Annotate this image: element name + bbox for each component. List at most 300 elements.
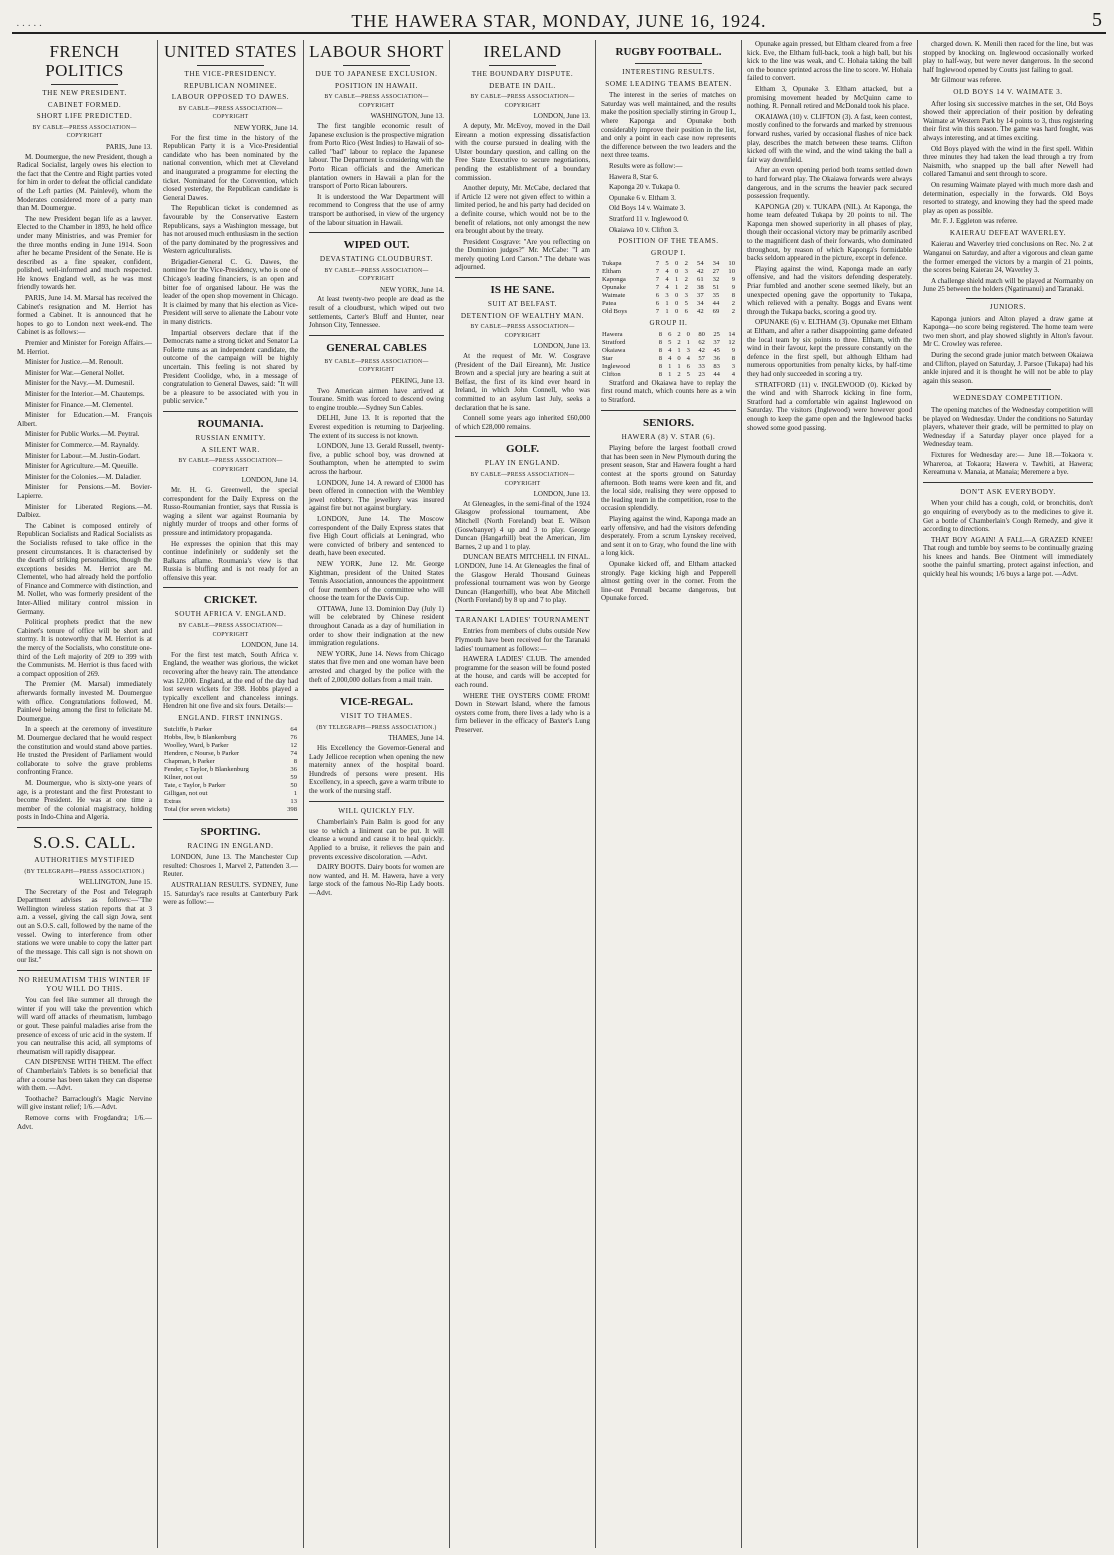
paragraph: DELHI, June 13. It is reported that the Everest expedition is returning to Darjeeling. The extent of its success is not known. xyxy=(309,414,444,440)
paragraph: Premier and Minister for Foreign Affairs.—M. Herriot. xyxy=(17,339,152,356)
headline-seniors: SENIORS. xyxy=(642,416,695,429)
paragraph: Brigadier-General C. G. Dawes, the nominee for the Vice-Presidency, who is one of Chicago's leading financiers, is an open and bitter foe of organised labour. He was the leader of the open shop movement in Chicago. It is claimed by many that his election as Vice-President will serve to alienate the Labour vote in many districts. xyxy=(163,257,298,327)
table-cell: Fender, c Taylor, b Blankenburg xyxy=(164,765,249,773)
paragraph: OKAIAWA (10) v. CLIFTON (3). A fast, keen contest, mostly confined to the forwards and marked by strenuous forward rushes, varied by occasional flashes of nice back play, describes the match between these teams. Clifton kicked off with the wind, and the wind taking the ball a fair way downfield. xyxy=(747,112,912,164)
cable-credit: BY CABLE—PRESS ASSOCIATION—COPYRIGHT xyxy=(324,94,429,109)
dateline: PARIS, June 13. xyxy=(105,142,152,151)
table-cell: 57 xyxy=(698,354,705,362)
table-cell: Clifton xyxy=(602,370,621,378)
paragraph: Okaiawa 10 v. Clifton 3. xyxy=(609,225,679,234)
paragraph: Opunake 6 v. Eltham 3. xyxy=(609,193,676,202)
paragraph: It is understood the War Department will recommend to Congress that the use of army transport be authorised, in view of the urgency of the labour situation in Hawaii. xyxy=(309,192,444,227)
divider xyxy=(17,827,152,828)
advert-heading: DON'T ASK EVERYBODY. xyxy=(960,487,1056,496)
paragraph: Minister for Finance.—M. Clementel. xyxy=(25,400,133,409)
table-cell: 3 xyxy=(731,362,735,370)
paragraph: The opening matches of the Wednesday competition will be played on Wednesday. Under the conditions no Saturday players, whatever their grade, will be permitted to play on Wednesday if a Saturday player once played for a Wednesday team. xyxy=(923,405,1093,449)
divider xyxy=(163,587,298,588)
table-cell: 4 xyxy=(731,370,735,378)
table-cell: 61 xyxy=(697,276,704,284)
match-heading: OLD BOYS 14 V. WAIMATE 3. xyxy=(953,87,1063,96)
divider xyxy=(635,63,703,64)
paragraph: Minister for Liberated Regions.—M. Dalbiez. xyxy=(17,502,152,520)
table-cell: 9 xyxy=(731,276,735,284)
subheading: DEBATE IN DAIL. xyxy=(489,81,556,90)
subheads xyxy=(163,434,298,454)
paragraph: At the request of Mr. W. Cosgrave (President of the Dail Eireann), Mr. Justice Brown and a special jury are hearing a suit at Belfast, the first of its kind ever heard in Ireland, in which John Connell, who was committed to an asylum last July, seeks a declaration that he is sane. xyxy=(455,352,590,412)
cable-credit: BY CABLE—PRESS ASSOCIATION—COPYRIGHT xyxy=(178,458,283,473)
divider xyxy=(455,610,590,611)
table-cell: 5 xyxy=(684,300,688,308)
headline-french-politics: FRENCH POLITICS xyxy=(45,42,124,80)
table-row xyxy=(601,268,736,276)
table-cell: 2 xyxy=(731,300,735,308)
table-cell: 44 xyxy=(713,370,720,378)
paragraph: Hawera 8, Star 6. xyxy=(609,172,659,181)
headline-wiped-out: WIPED OUT. xyxy=(343,239,410,252)
table-cell: 0 xyxy=(675,308,679,316)
table-cell: Old Boys xyxy=(602,308,628,316)
advert-heading: NO RHEUMATISM THIS WINTER IF YOU WILL DO THIS. xyxy=(18,976,151,993)
subheading: SOME LEADING TEAMS BEATEN. xyxy=(605,79,732,88)
paragraph: After losing six successive matches in the set, Old Boys showed their appreciation of their position by defeating Waimate at Western Park by 14 points to 3, thus registering their first win this season. The game was hard fought, was always interesting, and at times exciting. xyxy=(923,99,1093,142)
advert-body xyxy=(309,818,444,897)
table-row xyxy=(601,355,736,363)
article-body xyxy=(455,500,590,605)
paragraph: The Republican ticket is condemned as favourable by the Conservative Eastern Republicans, says a Washington message, but has not aroused much enthusiasm in the section of the party dominated by the progressives and Western agriculturalists. xyxy=(163,204,298,256)
table-cell: Opunake xyxy=(602,284,626,292)
table-cell: 42 xyxy=(698,346,705,354)
table-cell: 34 xyxy=(697,300,704,308)
table-cell: 6 xyxy=(655,292,660,300)
paragraph: During the second grade junior match between Okaiawa and Clifton, played on Saturday, J. Parsoe (Tukapa) had his ankle injured and it is thought he will not be able to play again this season. xyxy=(923,351,1093,385)
table-cell: Tukapa xyxy=(602,260,622,268)
column-7 xyxy=(918,40,1098,1548)
table-cell: 5 xyxy=(686,370,690,378)
table-cell: 23 xyxy=(698,370,705,378)
subheading: DEVASTATING CLOUDBURST. xyxy=(319,255,434,264)
table-cell: 6 xyxy=(684,308,688,316)
paragraph: Minister for the Interior.—M. Chautemps. xyxy=(25,390,145,398)
table-row xyxy=(163,774,298,782)
subheading: RACING IN ENGLAND. xyxy=(187,841,274,850)
standings-group-2 xyxy=(601,331,736,379)
table-row xyxy=(163,766,298,774)
headline-labour-short: LABOUR SHORT xyxy=(309,42,444,61)
subheads xyxy=(455,300,590,320)
dateline: LONDON, June 13. xyxy=(533,112,590,121)
subheading: THE BOUNDARY DISPUTE. xyxy=(471,70,574,78)
advert-heading: WILL QUICKLY FLY. xyxy=(338,806,415,815)
article-body xyxy=(309,122,444,227)
article-body xyxy=(309,744,444,796)
headline-is-he-sane: IS HE SANE. xyxy=(490,284,555,297)
paragraph: DAIRY BOOTS. Dairy boots for women are now wanted, and H. M. Hawera, have a very large stock of the famous No-Rip Lady boots.—Advt. xyxy=(309,863,444,897)
table-row xyxy=(163,782,298,790)
table-cell: 0 xyxy=(675,268,679,276)
table-row xyxy=(601,363,736,371)
paragraph: Minister for Pensions.—M. Bovier-Lapierre. xyxy=(17,483,152,500)
dateline: NEW YORK, June 14. xyxy=(234,123,298,132)
article-body xyxy=(309,295,444,329)
subheading: PLAY IN ENGLAND. xyxy=(484,459,561,468)
table-cell: 5 xyxy=(668,338,672,346)
table-cell: 51 xyxy=(712,284,720,292)
table-row xyxy=(601,292,736,300)
divider xyxy=(455,277,590,278)
paragraph: M. Doumergue, the new President, though a Radical Socialist, largely owes his election to the fact that the Centre and Right parties voted for him in order to defeat the official candidate of the Left parties (M. Painlevé), whom the Moderates considered more of a party man than M. Doumergue. xyxy=(17,152,152,213)
table-cell: 83 xyxy=(713,362,720,370)
table-cell: 69 xyxy=(712,308,720,316)
cable-credit: BY CABLE—PRESS ASSOCIATION—COPYRIGHT xyxy=(32,124,137,140)
table-cell: Inglewood xyxy=(602,362,631,370)
table-cell: Chapman, b Parker xyxy=(164,757,215,765)
paragraph: Minister for Education.—M. François Albert. xyxy=(17,411,152,428)
article-body xyxy=(17,153,152,822)
headline-sos-call: S.O.S. CALL. xyxy=(33,832,136,852)
dateline: LONDON, June 14. xyxy=(241,641,298,650)
paragraph: Connell some years ago inherited £60,000 of which £28,000 remains. xyxy=(455,414,590,431)
cable-credit: (BY TELEGRAPH—PRESS ASSOCIATION.) xyxy=(24,868,145,875)
subheading: DETENTION OF WEALTHY MAN. xyxy=(460,311,585,320)
table-cell: 2 xyxy=(684,260,688,268)
paragraph: When your child has a cough, cold, or bronchitis, don't go enquiring of everybody as to the medicines to give it. Get a bottle of Chamberlain's Cough Remedy, and give it according to directions. xyxy=(923,499,1093,534)
table-cell: 4 xyxy=(665,268,669,276)
table-row xyxy=(601,308,736,316)
paragraph: Chamberlain's Pain Balm is good for any use to which a liniment can be put. It will cleanse a wound and cause it to heal quickly. Applied to a bruise, it relieves the pain and prevents excessive discoloration. —Advt. xyxy=(309,818,444,861)
article-body xyxy=(455,627,590,734)
table-cell: 3 xyxy=(684,292,688,300)
table-cell: 14 xyxy=(728,330,735,338)
article-body xyxy=(601,91,736,234)
article-body xyxy=(923,40,1093,85)
paragraph: LONDON, June 13. Gerald Russell, twenty-five, a public school boy, was drowned at Southampton, when he attempted to swim across the harbour. xyxy=(309,442,444,476)
table-cell: 10 xyxy=(728,268,735,276)
table-cell: 12 xyxy=(728,338,735,346)
paragraph: THAT BOY AGAIN! A FALL—A GRAZED KNEE! That rough and tumble boy seems to be continually grazing his knees and hands. Bee Ointment will immediately soothe the painful smarting, protect against infection, and quickly heal his wounds; 1/6 buys a large pot. —Advt. xyxy=(923,535,1093,579)
subheading: CABINET FORMED. xyxy=(47,100,122,109)
paragraph: Toothache? Barraclough's Magic Nervine will give instant relief; 1/6.—Advt. xyxy=(17,1094,152,1112)
table-cell: 42 xyxy=(697,268,704,276)
table-cell: 2 xyxy=(677,338,681,346)
dateline: PEKING, June 13. xyxy=(391,377,444,386)
table-cell: 0 xyxy=(686,330,690,338)
column-2 xyxy=(158,40,304,1548)
article-body xyxy=(163,853,298,907)
table-cell: Kaponga xyxy=(602,276,626,284)
table-cell: 6 xyxy=(686,362,690,370)
paragraph: AUSTRALIAN RESULTS. SYDNEY, June 15. Saturday's race results at Canterbury Park were as follow:— xyxy=(163,880,298,907)
paragraph: Playing before the largest football crowd that has been seen in New Plymouth during the present season, Star and Hawera fought a hard contest at the sports ground on Saturday afternoon. Both teams were keen and fit, and the local side, realising they were opposed to the leading team in the competition, rose to the occasion splendidly. xyxy=(601,444,736,513)
paragraph: PARIS, June 14. M. Marsal has received the Cabinet's resignation and M. Herriot has formed a Cabinet. It is announced that he hopes to go to London next week-end. The Cabinet is as follows:— xyxy=(17,294,152,337)
newspaper-title: THE HAWERA STAR, MONDAY, JUNE 16, 1924. xyxy=(351,11,767,31)
paragraph: The Cabinet is composed entirely of Republican Socialists and Radical Socialists as the Socialists refused to take office in the present circumstances. It is characterised by the dearth of striking personalities, though the exceptions besides M. Herriot are M. Clementel, who had already held the portfolio of Finance and Commerce with distinction, and M. Nollet, who was formerly president of the Inter-Allied military control mission in Germany. xyxy=(17,521,152,616)
table-cell: 5 xyxy=(665,260,669,268)
table-cell: Total (for seven wickets) xyxy=(164,805,230,813)
table-cell: 27 xyxy=(712,268,720,276)
cable-credit: BY CABLE—PRESS ASSOCIATION—COPYRIGHT xyxy=(470,94,575,109)
table-row xyxy=(601,300,736,308)
paragraph: STRATFORD (11) v. INGLEWOOD (0). Kicked by the wind and with Sharrock kicking in fine form, Stratford had a comfortable win against Inglewood on Saturday. The visitors (Inglewood) were however good enough to keep the game open and the Inglewood backs showed some good passing. xyxy=(747,380,912,432)
section-heading-wednesday: WEDNESDAY COMPETITION. xyxy=(952,394,1064,403)
paragraph: Mr. H. G. Greenwell, the special correspondent for the Daily Express on the Russo-Roumanian frontier, says that Russia is waging a silent war against Roumania by nightly murder of troops and other forms of pressure and intimidatory propaganda. xyxy=(163,485,298,537)
table-cell: 64 xyxy=(290,725,297,733)
table-cell: Waimate xyxy=(602,292,626,300)
table-row xyxy=(163,750,298,758)
table-cell: 2 xyxy=(677,330,681,338)
paragraph: LONDON, June 13. The Manchester Cup resulted: Chosroes 1, Marvel 2, Pattenden 3.—Reuter. xyxy=(163,853,298,879)
table-cell: 1 xyxy=(677,346,681,354)
table-cell: Okaiawa xyxy=(602,346,626,354)
table-cell: 1 xyxy=(668,370,672,378)
paragraph: The Premier (M. Marsal) immediately afterwards formally invested M. Doumergue with office. Congratulations followed, M. Painlevé being among the first to felicitate M. Doumergue. xyxy=(17,680,152,723)
cricket-scorecard xyxy=(163,726,298,814)
paragraph: Opunake again pressed, but Eltham cleared from a free kick. Eve, the Eltham full-back, took a high ball, but his kick to the line was weak, and C. Hohaia taking the ball on the bounce sprinted across the line to score. W. Hohaia failed to convert. xyxy=(747,40,912,83)
paragraph: Minister for Labour.—M. Justin-Godart. xyxy=(25,451,141,460)
table-cell: 8 xyxy=(658,354,663,362)
table-cell: Star xyxy=(602,354,613,362)
paragraph: Political prophets predict that the new Cabinet's tenure of office will be short and stormy. It is noteworthy that M. Herriot is at the mercy of the Socialists, who constitute one-third of the Left majority of 209 to 399 with the Communists. M. Herriot is thus faced with a compact opposition of 269. xyxy=(17,618,152,678)
article-body xyxy=(309,387,444,685)
paragraph: Old Boys 14 v. Waimate 3. xyxy=(609,204,686,213)
table-cell: 1 xyxy=(293,789,297,797)
subheading: RUSSIAN ENMITY. xyxy=(195,433,266,442)
table-cell: 6 xyxy=(655,300,660,308)
table-cell: 54 xyxy=(697,260,704,268)
paragraph: Playing against the wind, Kaponga made an early offensive, and had the visitors defending desperately. From a scrum Lynskey received, and sent it on to Gray, who found the line with a long kick. xyxy=(601,515,736,558)
table-cell: 9 xyxy=(731,346,735,354)
table-row xyxy=(601,339,736,347)
table-cell: 59 xyxy=(290,773,297,781)
article-body xyxy=(923,240,1093,294)
paragraph: Minister for Agriculture.—M. Queuille. xyxy=(25,462,139,471)
table-cell: Extras xyxy=(164,797,181,805)
table-cell: 0 xyxy=(675,260,679,268)
standings-group-1 xyxy=(601,260,736,316)
table-cell: 34 xyxy=(712,260,720,268)
article-body xyxy=(923,315,1093,386)
subheads xyxy=(309,70,444,90)
subheading: VISIT TO THAMES. xyxy=(340,712,413,721)
paragraph: President Cosgrave: "Are you reflecting on the Dominion judges?" Mr. McCabe: "I am merely quoting Lord Carson." The debate was adjourned. xyxy=(455,237,590,272)
table-cell: 2 xyxy=(731,308,735,316)
table-cell: 1 xyxy=(677,362,681,370)
subheading: SUIT AT BELFAST. xyxy=(487,300,558,309)
table-cell: Hendren, c Nourse, b Parker xyxy=(164,749,240,757)
paragraph: Another deputy, Mr. McCabe, declared that if Article 12 were not given effect to within a limited period, he and his party had decided on a definite course, which would not be to the benefit of relations, not only amongst the new era brought about by the treaty. xyxy=(455,184,590,236)
paragraph: Opunake kicked off, and Eltham attacked strongly. Page kicking high and Pepperell almost getting over in the corner. From the line-out Pennall became dangerous, but Opunake forced. xyxy=(601,559,736,603)
table-cell: 8 xyxy=(731,354,735,362)
paragraph: He expresses the opinion that this may continue indefinitely or suddenly set the Balkans aflame. Roumania's view is that Russia is bluffing and is not ready for an offensive this year. xyxy=(163,539,298,582)
table-cell: 3 xyxy=(665,292,669,300)
divider xyxy=(455,436,590,437)
paragraph: The Secretary of the Post and Telegraph Department advises as follows:—"The Wellington wireless station reports that at 3 a.m. a vessel, giving the call sign Jowa, sent out an S.O.S. call, followed by the name of the vessel. Owing to interference from other stations we were unable to copy the latter part of the message. This call sign is not shown on our list." xyxy=(17,887,152,965)
table-cell: 36 xyxy=(290,765,297,773)
cable-credit: BY CABLE—PRESS ASSOCIATION—COPYRIGHT xyxy=(178,623,283,638)
table-cell: 44 xyxy=(712,300,720,308)
paragraph: LONDON, June 14. The Moscow correspondent of the Daily Express states that five High Court officials at Leningrad, who were convicted of bribery and sentenced to death, have been executed. xyxy=(309,514,444,558)
table-cell: 4 xyxy=(668,354,672,362)
table-cell: 74 xyxy=(290,749,297,757)
standings-note: Stratford and Okaiawa have to replay the first round match, which counts here as a win to Stratford. xyxy=(601,378,736,405)
paragraph: At least twenty-two people are dead as the result of a cloudburst, which wiped out two settlements, Carter's Bluff and Hunter, near Johnson City, Tennessee. xyxy=(309,295,444,330)
dateline: LONDON, June 13. xyxy=(533,342,590,351)
match-heading: KAIERAU DEFEAT WAVERLEY. xyxy=(949,228,1067,237)
divider xyxy=(163,819,298,820)
paragraph: OPUNAKE (6) v. ELTHAM (3). Opunake met Eltham at Eltham, and after a rather disappointing game defeated the local team by six points to three. Eltham, with the wind in their favour, kept the pressure constantly on the defence in the first spell, but although Eltham had numerous opportunities from penalty kicks, by half-time they had only succeeded in scoring a try. xyxy=(747,318,912,378)
table-cell: 1 xyxy=(675,276,679,284)
paragraph: Minister for Justice.—M. Renoult. xyxy=(25,358,124,367)
group-label: GROUP II. xyxy=(649,319,688,328)
table-row xyxy=(601,347,736,355)
column-4 xyxy=(450,40,596,1548)
subheads xyxy=(455,70,590,90)
paragraph: Kaponga juniors and Alton played a draw game at Kaponga—no score being registered. The home team were two men short, and play showed slightly in Alton's favour. Mr C. Crowley was referee. xyxy=(923,314,1093,349)
table-cell: 1 xyxy=(686,338,690,346)
table-cell: 8 xyxy=(731,292,735,300)
article-body xyxy=(455,352,590,431)
paragraph: Eltham 3, Opunake 3. Eltham attacked, but a promising movement headed by McQuinn came to nothing. R. Pennall retired and McDonald took his place. xyxy=(747,84,912,111)
table-cell: Tate, c Taylor, b Parker xyxy=(164,781,226,789)
table-cell: 8 xyxy=(658,362,663,370)
paragraph: Kaierau and Waverley tried conclusions on Rec. No. 2 at Wanganui on Saturday, and after a vigorous and clean game the former emerged the victors by a margin of 21 points, the scores being Kaierau 24, Waverley 3. xyxy=(923,240,1093,275)
paragraph: Kaponga 20 v. Tukapa 0. xyxy=(609,183,680,192)
table-row xyxy=(163,726,298,734)
divider xyxy=(309,801,444,802)
table-cell: 1 xyxy=(665,300,669,308)
table-row xyxy=(601,260,736,268)
table-cell: 62 xyxy=(698,338,705,346)
headline-cricket: CRICKET. xyxy=(203,594,258,607)
table-cell: 35 xyxy=(712,292,720,300)
paragraph: For the first test match, South Africa v. England, the weather was glorious, the wicket recovering after the heavy rain. The attendance was 12,000. England, at the end of the day had lost seven wickets for 398. Hobbs played a typically excellent and chanceless innings. Hendren hit one five and six fours. Details:— xyxy=(163,650,298,711)
table-cell: 8 xyxy=(658,330,663,338)
table-cell: 2 xyxy=(684,276,688,284)
subheading: HAWERA (8) V. STAR (6). xyxy=(621,432,716,441)
table-cell: Gilligan, not out xyxy=(164,789,208,797)
subheading: A SILENT WAR. xyxy=(201,445,260,454)
table-cell: 8 xyxy=(658,370,663,378)
paragraph: Minister for Public Works.—M. Peytral. xyxy=(25,430,140,439)
divider xyxy=(489,65,557,66)
table-row xyxy=(601,371,736,379)
paragraph: Playing against the wind, Kaponga made an early offensive, and had the visitors defending desperately. Priar fumbled and another scene seemed likely, but an unexpected opening gave the opportunity to Tukapa, which relieved with a penalty. Boggs and Evans went through the Tukapa backs, scoring a good try. xyxy=(747,264,912,316)
table-cell: 0 xyxy=(677,354,681,362)
paragraph: On resuming Waimate played with much more dash and determination, especially in the forwards. Old Boys resorted to strategy, and knowing they had the speed made play as open as possible. xyxy=(923,180,1093,215)
paragraph: Impartial observers declare that if the Democrats name a strong ticket and Senator La Follette runs as an independent candidate, the outcome of the campaign will be highly uncertain. This feeling is not shared by President Coolidge, who, in a message of congratulation to General Dawes, said: "It will be a pleasure to be associated with you in public service." xyxy=(163,328,298,406)
paragraph: M. Doumergue, who is sixty-one years of age, is a protestant and the first Protestant to become President. He was at one time a member of the colonial magistracy, holding posts in Indo-China and Algeria. xyxy=(17,778,152,822)
headline-ladies-tournament: TARANAKI LADIES' TOURNAMENT xyxy=(455,615,590,624)
table-cell: 398 xyxy=(287,805,297,813)
table-row xyxy=(163,790,298,798)
paragraph: Entries from members of clubs outside New Plymouth have been received for the Taranaki ladies' tournament as follows:— xyxy=(455,627,590,653)
paragraph: For the first time in the history of the Republican Party it is a Vice-Presidential candidate who has been nominated by the national convention, which met at Cleveland and inaugurated a programme for electing the ticket. Nominated for the Convention, which closed yesterday, the Republican candidate is General Dawes. xyxy=(163,133,298,202)
paragraph: CAN DISPENSE WITH THEM. The effect of Chamberlain's Tablets is so beneficial that after a course has been taken they can dispense with them. —Advt. xyxy=(17,1058,152,1093)
divider xyxy=(17,970,152,971)
paragraph: HAWERA LADIES' CLUB. The amended programme for the season will be found posted at the house, and cards will be accepted for each round. xyxy=(455,655,590,690)
cable-credit: BY CABLE—PRESS ASSOCIATION—COPYRIGHT xyxy=(470,471,575,487)
paragraph: At Gleneagles, in the semi-final of the 1924 Glasgow professional tournament, Abe Mitchell (North Foreland) beat E. Wilson (Goswbanyer) 4 up and 3 to play. George Duncan (Hangarhill) beat the American, Jim Barnes, 2 up and 1 to play. xyxy=(455,499,590,551)
column-1 xyxy=(12,40,158,1548)
dateline: NEW YORK, June 14. xyxy=(380,285,444,294)
divider xyxy=(51,84,119,85)
subheading: DUE TO JAPANESE EXCLUSION. xyxy=(315,70,438,78)
page-number: 5 xyxy=(1091,9,1102,31)
paragraph: You can feel like summer all through the winter if you will take the prevention which will ward off attacks of rheumatism, lumbago or gout. These painful maladies arise from the presence of excess of uric acid in the system. If you can neutralise this acid, all symptoms of rheumatism will rapidly disappear. xyxy=(17,996,152,1056)
table-cell: Hawera xyxy=(602,330,623,338)
subheads xyxy=(601,68,736,88)
paragraph: LONDON, June 14. A reward of £3000 has been offered in connection with the Wembley jewel robbery. The jewellery was insured against fire but not against burglary. xyxy=(309,478,444,513)
paragraph: charged down. K. Menili then raced for the line, but was stopped by knocking on. Inglewood occasionally worked play to half-way, but were never dangerous. In the second half Inglewood opened by Coutts just failing to goal. xyxy=(923,40,1093,74)
paragraph: His Excellency the Governor-General and Lady Jellicoe reception when opening the new maternity annex of the hospital board. Hundreds of persons were present. His Excellency, in a speech, gave a warm tribute to the work of the nursing staff. xyxy=(309,744,444,795)
paragraph: Minister for the Navy.—M. Dumesnil. xyxy=(25,379,135,388)
divider xyxy=(923,482,1093,483)
table-cell: 9 xyxy=(731,284,735,292)
paragraph: Mr. F. J. Eggleton was referee. xyxy=(931,217,1018,226)
table-cell: 13 xyxy=(290,797,297,805)
article-body xyxy=(923,100,1093,226)
table-cell: 2 xyxy=(684,284,688,292)
table-cell: Eltham xyxy=(602,268,622,276)
paragraph: OTTAWA, June 13. Dominion Day (July 1) will be celebrated by Chinese resident throughout Canada as a day of humiliation in order to show their indignation at the new immigration regulations. xyxy=(309,604,444,648)
table-cell: 38 xyxy=(697,284,704,292)
paragraph: Results were as follow:— xyxy=(609,161,683,170)
article-body xyxy=(163,651,298,711)
paragraph: DUNCAN BEATS MITCHELL IN FINAL. LONDON, June 14. At Gleneagles the final of the Glasgow Herald Thousand Guineas professional tournament was won by George Duncan (Hangerhill), who beat Abe Mitchell (North Foreland) by 8 up and 7 to play. xyxy=(455,553,590,605)
table-cell: 8 xyxy=(658,338,663,346)
table-cell: 50 xyxy=(290,781,297,789)
subheading: SOUTH AFRICA V. ENGLAND. xyxy=(174,610,287,619)
advert-body xyxy=(923,499,1093,578)
standings-heading: POSITION OF THE TEAMS. xyxy=(618,237,719,246)
table-cell: 33 xyxy=(698,362,705,370)
headline-united-states: UNITED STATES xyxy=(163,42,298,61)
subheading: LABOUR OPPOSED TO DAWES. xyxy=(171,93,290,102)
table-cell: 1 xyxy=(665,308,669,316)
table-cell: 76 xyxy=(290,733,297,741)
dateline: LONDON, June 13. xyxy=(533,490,590,499)
article-body xyxy=(747,40,912,432)
paragraph: A deputy, Mr. McEvoy, moved in the Dail Eireann a motion expressing dissatisfaction with the course pursued in dealing with the Ulster boundary question, and calling on the Free State Executive to secure negotiations, pending the establishment of a boundary commission. xyxy=(455,121,590,182)
dateline: WELLINGTON, June 15. xyxy=(79,878,152,887)
table-cell: 1 xyxy=(675,284,679,292)
paragraph: Mr Gilmour was referee. xyxy=(931,76,1002,85)
column-5 xyxy=(596,40,742,1548)
table-cell: 37 xyxy=(713,338,720,346)
column-3 xyxy=(304,40,450,1548)
paragraph: After an even opening period both teams settled down to hard forward play. The Okaiawa forwards were always dangerous, and in the scrums the heavier pack secured possession frequently. xyxy=(747,166,912,201)
section-heading-juniors: JUNIORS. xyxy=(989,303,1027,312)
table-cell: 4 xyxy=(665,276,669,284)
table-cell: 4 xyxy=(665,284,669,292)
table-cell: 7 xyxy=(655,268,660,276)
table-cell: 0 xyxy=(675,300,679,308)
masthead-ornament: ····· xyxy=(16,20,45,32)
paragraph: Fixtures for Wednesday are:— June 18.—Tokaora v. Whareroa, at Tokaora; Hawera v. Tawhiti, at Hawera; Kereamuna v. Manaia, at Manaia; Meremere a bye. xyxy=(923,450,1093,477)
table-cell: 7 xyxy=(655,260,660,268)
paragraph: A challenge shield match will be played at Normanby on June 25 between the holders (Ngatiruanui) and Taranaki. xyxy=(923,276,1093,294)
article-body xyxy=(163,134,298,406)
headline-roumania: ROUMANIA. xyxy=(197,417,264,430)
headline-ireland: IRELAND xyxy=(483,42,562,61)
headline-rugby-football: RUGBY FOOTBALL. xyxy=(615,46,722,58)
table-cell: 42 xyxy=(697,308,704,316)
dateline: WASHINGTON, June 13. xyxy=(370,112,444,121)
divider xyxy=(309,335,444,336)
cable-credit: BY CABLE—PRESS ASSOCIATION—COPYRIGHT xyxy=(324,358,429,374)
divider xyxy=(601,410,736,411)
table-cell: Hobbs, lbw, b Blankenburg xyxy=(164,733,237,741)
